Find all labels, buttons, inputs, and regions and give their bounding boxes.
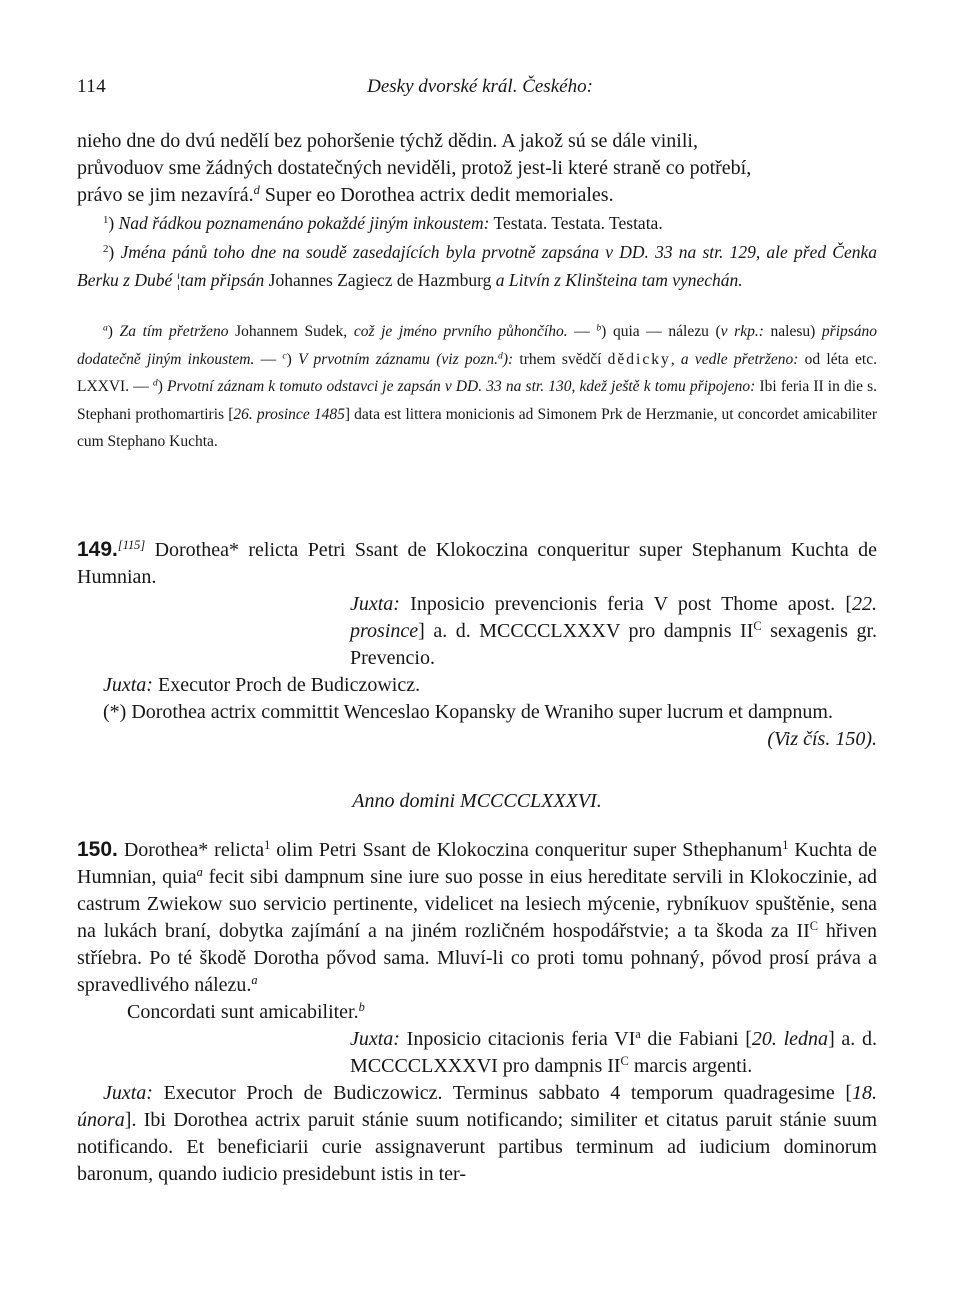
entry-number: 150.: [77, 838, 118, 861]
footnote-mark: d: [253, 183, 260, 198]
apparatus-paragraph: $^a$) Za tím přetrženo Johannem Sudek, což je jméno prvního půhončího. — $^b$) quia — nálezu (v rkp.: nalesu) připsáno dodatečně jiným inkoustem. — $^c$) V prvotním záznamu (viz pozn.$^d$): trhem svědčí dědicky, a vedle přetrženo: od léta etc. LXXVI. — $^d$) Prvotní záznam k tomuto odstavci je zapsán v DD. 33 na str. 130, kdež ještě k tomu připojeno: Ibi feria II in die s. Stephani prothomartiris [26. prosince 1485] data est littera monicionis ad Simonem Prk de Herzmanie, ut concordet amicabiliter cum Stephano Kuchta.: [77, 322, 878, 450]
continuation-paragraph: [77, 128, 877, 209]
entry-149-heading: 149.[115] Dorothea* relicta Petri Ssant de Klokoczina conqueritur super Stephanum Kuchta de Humnian.: [77, 538, 877, 588]
footnote-2: $^2$) Jména pánů toho dne na soudě zasedajících byla prvotně zapsána v DD. 33 na str. 129, ale před Čenka Berku z Dubé ¦tam připsán Johannes Zagiecz de Hazmburg a Litvín z Klinšteina tam vynechán.: [77, 241, 877, 290]
entry-150-juxta-1: Juxta: Inposicio citacionis feria $VI^a$ die Fabiani [20. ledna] a. d. MCCCCLXXXVI pro dampnis $II^C$ marcis argenti.: [350, 1027, 877, 1077]
cross-reference: (Viz čís. 150).: [767, 728, 877, 750]
folio-marker: [115]: [117, 538, 146, 553]
entry-150-juxta-2: Juxta: Executor Proch de Budiczowicz. Terminus sabbato 4 temporum quadragesime [18. února]. Ibi Dorothea actrix paruit stánie suum notificando; similiter et citatus paruit stánie suum notificando. Et beneficiarii curie assignaverunt partibus terminum ad iudicium dominorum baronum, quando iudicio presidebunt istis in ter-: [77, 1082, 877, 1185]
entry-149-note: (*) Dorothea actrix committit Wenceslao Kopansky de Wraniho super lucrum et dampnum. (Viz čís. 150).: [77, 699, 877, 753]
year-heading: Anno domini MCCCCLXXXVI.: [352, 790, 602, 812]
entry-149: [77, 536, 877, 753]
entry-number: 149.: [77, 538, 118, 561]
running-title: Desky dvorské král. Českého:: [367, 76, 593, 97]
entry-149-executor: Juxta: Executor Proch de Budiczowicz.: [103, 674, 421, 696]
entry-150: [77, 836, 877, 1188]
footnote-1: $^1$) Nad řádkou poznamenáno pokaždé jiným inkoustem: Testata. Testata. Testata.: [103, 213, 663, 233]
entry-150-concordati: Concordati sunt amicabiliter.$^b$: [127, 1000, 365, 1023]
page-number: 114: [77, 76, 107, 97]
text-line: právo se jim nezavírá.$^d$ Super eo Dorothea actrix dedit memoriales.: [77, 183, 614, 206]
page-header: [77, 76, 883, 104]
text-line: průvoduov sme žádných dostatečných neviděli, protož jest-li které straně co potřebí,: [77, 157, 752, 179]
entry-149-juxta: Juxta: Inposicio prevencionis feria V post Thome apost. [22. prosince] a. d. MCCCCLXXXV pro dampnis $II^C$ sexagenis gr. Prevencio.: [350, 593, 878, 669]
text-line: nieho dne do dvú nedělí bez pohoršenie týchž dědin. A jakož sú se dále vinili,: [77, 130, 698, 152]
footnotes: [77, 209, 877, 295]
entry-150-body: 150. Dorothea* relicta$^1$ olim Petri Ssant de Klokoczina conqueritur super Sthephanum$^1$ Kuchta de Humnian, quia$^a$ fecit sibi dampnum sine iure suo posse in eius hereditate servili in Klokoczinie, ad castrum Zwiekow suo servicio pertinente, videlicet na lesiech mýcenie, rybníkuov spuštěnie, sena na lukách braní, dobytka zajímání a na jiném rozličném hospodářstvie; a ta škoda za $II^C$ hřiven stříebra. Po té škodě Dorotha pővod sama. Mluví-li co proti tomu pohnaný, pővod prosí práva a spravedlivého nálezu.$^a$: [77, 838, 878, 996]
apparatus-notes: [77, 318, 877, 456]
